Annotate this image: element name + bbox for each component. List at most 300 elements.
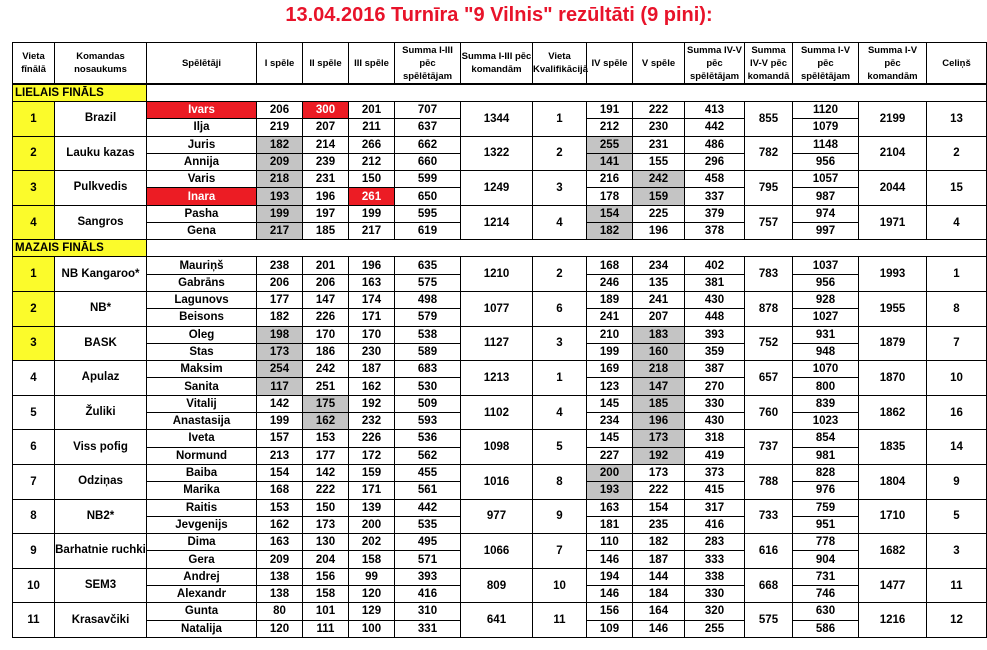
- sum-4-5-player: 338: [685, 568, 745, 585]
- game-4-score: 168: [587, 257, 633, 274]
- game-2-score: 130: [303, 534, 349, 551]
- lane-cell: 5: [927, 499, 987, 534]
- game-2-score: 242: [303, 361, 349, 378]
- player-name: Ivars: [147, 102, 257, 119]
- place-cell: 4: [13, 205, 55, 240]
- game-3-score: 230: [349, 343, 395, 360]
- player-name: Baiba: [147, 464, 257, 481]
- qualification-place: 2: [533, 136, 587, 171]
- game-1-score: 217: [257, 223, 303, 240]
- game-1-score: 219: [257, 119, 303, 136]
- sum-4-5-player: 379: [685, 205, 745, 222]
- sum-4-5-player: 337: [685, 188, 745, 205]
- lane-cell: 3: [927, 534, 987, 569]
- place-cell: 3: [13, 326, 55, 361]
- table-row: [13, 205, 987, 222]
- table-row: [13, 171, 987, 188]
- place-cell: 3: [13, 171, 55, 206]
- game-3-score: 212: [349, 153, 395, 170]
- sum-1-5-player: 759: [793, 499, 859, 516]
- sum-1-5-team: 2104: [859, 136, 927, 171]
- player-name: Stas: [147, 343, 257, 360]
- game-3-score: 211: [349, 119, 395, 136]
- game-1-score: 177: [257, 291, 303, 308]
- sum-4-5-player: 430: [685, 291, 745, 308]
- game-4-score: 169: [587, 361, 633, 378]
- game-2-score: 175: [303, 395, 349, 412]
- player-name: Normund: [147, 447, 257, 464]
- game-1-score: 142: [257, 395, 303, 412]
- header-game-3: III spēle: [349, 43, 395, 85]
- sum-1-3-player: 593: [395, 413, 461, 430]
- game-1-score: 117: [257, 378, 303, 395]
- game-3-score: 170: [349, 326, 395, 343]
- player-name: Alexandr: [147, 586, 257, 603]
- game-2-score: 196: [303, 188, 349, 205]
- game-3-score: 158: [349, 551, 395, 568]
- game-5-score: 218: [633, 361, 685, 378]
- game-3-score: 171: [349, 309, 395, 326]
- sum-1-5-player: 800: [793, 378, 859, 395]
- sum-4-5-player: 330: [685, 586, 745, 603]
- table-row: [13, 361, 987, 378]
- section-small-final-filler: [147, 240, 987, 257]
- header-sum-1-5-team: Summa I-V pēc komandām: [859, 43, 927, 85]
- sum-4-5-player: 415: [685, 482, 745, 499]
- header-place: Vieta fīnālā: [13, 43, 55, 85]
- game-1-score: 218: [257, 171, 303, 188]
- sum-1-5-player: 951: [793, 516, 859, 533]
- sum-1-5-team: 1879: [859, 326, 927, 361]
- header-lane: Celiņš: [927, 43, 987, 85]
- sum-1-5-player: 956: [793, 274, 859, 291]
- sum-1-5-player: 1079: [793, 119, 859, 136]
- sum-4-5-team: 616: [745, 534, 793, 569]
- game-2-score: 150: [303, 499, 349, 516]
- place-cell: 4: [13, 361, 55, 396]
- sum-1-3-player: 660: [395, 153, 461, 170]
- game-2-score: 186: [303, 343, 349, 360]
- game-5-score: 222: [633, 102, 685, 119]
- sum-1-3-player: 637: [395, 119, 461, 136]
- sum-1-5-player: 1023: [793, 413, 859, 430]
- game-4-score: 241: [587, 309, 633, 326]
- sum-1-5-player: 904: [793, 551, 859, 568]
- player-name: Maksim: [147, 361, 257, 378]
- sum-1-3-team: 1213: [461, 361, 533, 396]
- game-3-score: 159: [349, 464, 395, 481]
- sum-1-3-player: 416: [395, 586, 461, 603]
- player-name: Pasha: [147, 205, 257, 222]
- sum-4-5-player: 378: [685, 223, 745, 240]
- sum-4-5-team: 737: [745, 430, 793, 465]
- sum-4-5-player: 402: [685, 257, 745, 274]
- sum-4-5-team: 783: [745, 257, 793, 292]
- lane-cell: 10: [927, 361, 987, 396]
- player-name: Dima: [147, 534, 257, 551]
- team-name: NB Kangaroo*: [55, 257, 147, 292]
- player-name: Beisons: [147, 309, 257, 326]
- table-row: [13, 102, 987, 119]
- game-4-score: 156: [587, 603, 633, 620]
- game-5-score: 146: [633, 620, 685, 637]
- place-cell: 11: [13, 603, 55, 638]
- game-2-score: 101: [303, 603, 349, 620]
- player-name: Jevgenijs: [147, 516, 257, 533]
- team-name: Pulkvedis: [55, 171, 147, 206]
- sum-1-3-player: 589: [395, 343, 461, 360]
- place-cell: 2: [13, 291, 55, 326]
- sum-1-5-player: 630: [793, 603, 859, 620]
- qualification-place: 4: [533, 205, 587, 240]
- game-4-score: 191: [587, 102, 633, 119]
- game-2-score: 142: [303, 464, 349, 481]
- game-2-score: 239: [303, 153, 349, 170]
- lane-cell: 14: [927, 430, 987, 465]
- sum-4-5-team: 782: [745, 136, 793, 171]
- sum-4-5-player: 486: [685, 136, 745, 153]
- game-3-score: 266: [349, 136, 395, 153]
- lane-cell: 8: [927, 291, 987, 326]
- player-name: Anastasija: [147, 413, 257, 430]
- sum-1-3-player: 650: [395, 188, 461, 205]
- game-3-score: 174: [349, 291, 395, 308]
- page-title: 13.04.2016 Turnīra "9 Vilnis" rezūltāti (9 pini):: [285, 4, 713, 26]
- game-4-score: 194: [587, 568, 633, 585]
- game-5-score: 192: [633, 447, 685, 464]
- sum-1-5-player: 731: [793, 568, 859, 585]
- game-1-score: 206: [257, 102, 303, 119]
- qualification-place: 2: [533, 257, 587, 292]
- player-name: Iveta: [147, 430, 257, 447]
- game-5-score: 230: [633, 119, 685, 136]
- player-name: Juris: [147, 136, 257, 153]
- game-4-score: 110: [587, 534, 633, 551]
- qualification-place: 3: [533, 171, 587, 206]
- game-1-score: 199: [257, 413, 303, 430]
- game-2-score: 177: [303, 447, 349, 464]
- game-4-score: 227: [587, 447, 633, 464]
- game-5-score: 182: [633, 534, 685, 551]
- sum-1-3-player: 331: [395, 620, 461, 637]
- section-small-final-row: [13, 240, 987, 257]
- game-1-score: 138: [257, 586, 303, 603]
- sum-4-5-team: 752: [745, 326, 793, 361]
- game-1-score: 182: [257, 309, 303, 326]
- game-5-score: 196: [633, 223, 685, 240]
- game-2-score: 162: [303, 413, 349, 430]
- game-2-score: 207: [303, 119, 349, 136]
- player-name: Sanita: [147, 378, 257, 395]
- player-name: Raitis: [147, 499, 257, 516]
- game-2-score: 158: [303, 586, 349, 603]
- game-4-score: 145: [587, 430, 633, 447]
- game-2-score: 147: [303, 291, 349, 308]
- sum-1-5-team: 1682: [859, 534, 927, 569]
- game-2-score: 231: [303, 171, 349, 188]
- sum-4-5-player: 458: [685, 171, 745, 188]
- place-cell: 8: [13, 499, 55, 534]
- sum-1-3-player: 683: [395, 361, 461, 378]
- sum-1-3-player: 599: [395, 171, 461, 188]
- game-4-score: 255: [587, 136, 633, 153]
- game-5-score: 155: [633, 153, 685, 170]
- sum-1-5-team: 1993: [859, 257, 927, 292]
- sum-1-5-player: 839: [793, 395, 859, 412]
- sum-1-5-player: 778: [793, 534, 859, 551]
- game-3-score: 129: [349, 603, 395, 620]
- place-cell: 9: [13, 534, 55, 569]
- sum-1-5-player: 948: [793, 343, 859, 360]
- game-4-score: 216: [587, 171, 633, 188]
- player-name: Andrej: [147, 568, 257, 585]
- sum-1-3-player: 498: [395, 291, 461, 308]
- header-sum-1-5-player: Summa I-V pēc spēlētājam: [793, 43, 859, 85]
- game-3-score: 226: [349, 430, 395, 447]
- place-cell: 10: [13, 568, 55, 603]
- sum-4-5-team: 657: [745, 361, 793, 396]
- game-3-score: 217: [349, 223, 395, 240]
- lane-cell: 15: [927, 171, 987, 206]
- game-4-score: 141: [587, 153, 633, 170]
- header-sum-4-5-team: Summa IV-V pēc komandā: [745, 43, 793, 85]
- table-row: [13, 395, 987, 412]
- game-4-score: 123: [587, 378, 633, 395]
- lane-cell: 7: [927, 326, 987, 361]
- game-1-score: 80: [257, 603, 303, 620]
- game-3-score: 261: [349, 188, 395, 205]
- game-3-score: 232: [349, 413, 395, 430]
- sum-1-3-player: 530: [395, 378, 461, 395]
- game-5-score: 135: [633, 274, 685, 291]
- sum-1-3-player: 538: [395, 326, 461, 343]
- game-1-score: 153: [257, 499, 303, 516]
- game-4-score: 109: [587, 620, 633, 637]
- game-1-score: 209: [257, 153, 303, 170]
- player-name: Gunta: [147, 603, 257, 620]
- game-2-score: 153: [303, 430, 349, 447]
- sum-4-5-player: 283: [685, 534, 745, 551]
- qualification-place: 10: [533, 568, 587, 603]
- player-name: Gera: [147, 551, 257, 568]
- game-1-score: 168: [257, 482, 303, 499]
- qualification-place: 8: [533, 464, 587, 499]
- game-3-score: 172: [349, 447, 395, 464]
- header-game-5: V spēle: [633, 43, 685, 85]
- sum-1-5-player: 956: [793, 153, 859, 170]
- table-row: [13, 464, 987, 481]
- sum-1-3-player: 635: [395, 257, 461, 274]
- game-5-score: 173: [633, 464, 685, 481]
- lane-cell: 13: [927, 102, 987, 137]
- lane-cell: 16: [927, 395, 987, 430]
- game-2-score: 156: [303, 568, 349, 585]
- game-2-score: 173: [303, 516, 349, 533]
- table-row: [13, 136, 987, 153]
- game-3-score: 99: [349, 568, 395, 585]
- sum-1-5-team: 1804: [859, 464, 927, 499]
- sum-1-5-player: 1120: [793, 102, 859, 119]
- sum-1-5-player: 746: [793, 586, 859, 603]
- game-4-score: 182: [587, 223, 633, 240]
- game-3-score: 187: [349, 361, 395, 378]
- game-5-score: 234: [633, 257, 685, 274]
- lane-cell: 4: [927, 205, 987, 240]
- sum-1-5-team: 1477: [859, 568, 927, 603]
- game-5-score: 164: [633, 603, 685, 620]
- header-sum-1-3-player: Summa I-III pēc spēlētājam: [395, 43, 461, 85]
- sum-1-3-player: 595: [395, 205, 461, 222]
- game-2-score: 111: [303, 620, 349, 637]
- sum-1-5-player: 1057: [793, 171, 859, 188]
- game-5-score: 144: [633, 568, 685, 585]
- sum-4-5-player: 333: [685, 551, 745, 568]
- game-5-score: 207: [633, 309, 685, 326]
- place-cell: 7: [13, 464, 55, 499]
- game-4-score: 146: [587, 551, 633, 568]
- game-5-score: 147: [633, 378, 685, 395]
- game-1-score: 138: [257, 568, 303, 585]
- sum-1-3-team: 1098: [461, 430, 533, 465]
- game-4-score: 212: [587, 119, 633, 136]
- sum-1-3-team: 809: [461, 568, 533, 603]
- section-big-final: LIELAIS FINĀLS: [13, 84, 147, 102]
- sum-1-5-player: 1070: [793, 361, 859, 378]
- sum-4-5-player: 296: [685, 153, 745, 170]
- team-name: Odziņas: [55, 464, 147, 499]
- sum-1-5-team: 2044: [859, 171, 927, 206]
- sum-1-5-player: 981: [793, 447, 859, 464]
- sum-1-3-team: 1127: [461, 326, 533, 361]
- sum-4-5-player: 318: [685, 430, 745, 447]
- game-2-score: 204: [303, 551, 349, 568]
- sum-1-5-team: 1862: [859, 395, 927, 430]
- sum-4-5-player: 320: [685, 603, 745, 620]
- header-team: Komandas nosaukums: [55, 43, 147, 85]
- sum-4-5-player: 413: [685, 102, 745, 119]
- game-4-score: 193: [587, 482, 633, 499]
- game-1-score: 182: [257, 136, 303, 153]
- sum-1-5-team: 1835: [859, 430, 927, 465]
- game-5-score: 242: [633, 171, 685, 188]
- sum-4-5-player: 359: [685, 343, 745, 360]
- game-5-score: 184: [633, 586, 685, 603]
- game-4-score: 178: [587, 188, 633, 205]
- player-name: Varis: [147, 171, 257, 188]
- game-2-score: 197: [303, 205, 349, 222]
- sum-1-5-team: 1710: [859, 499, 927, 534]
- sum-1-5-player: 1148: [793, 136, 859, 153]
- sum-1-5-team: 1955: [859, 291, 927, 326]
- team-name: Sangros: [55, 205, 147, 240]
- sum-4-5-team: 757: [745, 205, 793, 240]
- game-2-score: 226: [303, 309, 349, 326]
- game-3-score: 196: [349, 257, 395, 274]
- sum-4-5-team: 668: [745, 568, 793, 603]
- sum-4-5-player: 330: [685, 395, 745, 412]
- game-1-score: 209: [257, 551, 303, 568]
- sum-1-5-player: 928: [793, 291, 859, 308]
- sum-1-3-player: 509: [395, 395, 461, 412]
- game-2-score: 206: [303, 274, 349, 291]
- game-4-score: 189: [587, 291, 633, 308]
- team-name: Apulaz: [55, 361, 147, 396]
- qualification-place: 9: [533, 499, 587, 534]
- qualification-place: 4: [533, 395, 587, 430]
- sum-1-3-player: 619: [395, 223, 461, 240]
- game-1-score: 157: [257, 430, 303, 447]
- sum-4-5-team: 795: [745, 171, 793, 206]
- game-5-score: 225: [633, 205, 685, 222]
- sum-1-5-player: 974: [793, 205, 859, 222]
- table-row: [13, 499, 987, 516]
- table-row: [13, 568, 987, 585]
- table-row: [13, 326, 987, 343]
- game-1-score: 206: [257, 274, 303, 291]
- player-name: Natalija: [147, 620, 257, 637]
- team-name: Krasavčiki: [55, 603, 147, 638]
- game-2-score: 300: [303, 102, 349, 119]
- sum-4-5-player: 270: [685, 378, 745, 395]
- game-4-score: 246: [587, 274, 633, 291]
- game-1-score: 254: [257, 361, 303, 378]
- game-3-score: 200: [349, 516, 395, 533]
- sum-1-3-team: 1016: [461, 464, 533, 499]
- game-1-score: 199: [257, 205, 303, 222]
- header-row: [13, 43, 987, 85]
- table-row: [13, 430, 987, 447]
- table-row: [13, 291, 987, 308]
- game-3-score: 150: [349, 171, 395, 188]
- sum-1-5-team: 1971: [859, 205, 927, 240]
- game-5-score: 159: [633, 188, 685, 205]
- player-name: Marika: [147, 482, 257, 499]
- game-3-score: 162: [349, 378, 395, 395]
- table-row: [13, 603, 987, 620]
- player-name: Oleg: [147, 326, 257, 343]
- sum-4-5-player: 381: [685, 274, 745, 291]
- game-1-score: 162: [257, 516, 303, 533]
- game-1-score: 198: [257, 326, 303, 343]
- game-4-score: 181: [587, 516, 633, 533]
- team-name: SEM3: [55, 568, 147, 603]
- lane-cell: 9: [927, 464, 987, 499]
- sum-1-3-team: 1322: [461, 136, 533, 171]
- sum-4-5-player: 419: [685, 447, 745, 464]
- team-name: Žuliki: [55, 395, 147, 430]
- qualification-place: 7: [533, 534, 587, 569]
- game-1-score: 173: [257, 343, 303, 360]
- player-name: Gena: [147, 223, 257, 240]
- qualification-place: 11: [533, 603, 587, 638]
- sum-1-3-player: 662: [395, 136, 461, 153]
- game-1-score: 120: [257, 620, 303, 637]
- sum-1-5-player: 1037: [793, 257, 859, 274]
- game-2-score: 185: [303, 223, 349, 240]
- sum-1-3-player: 562: [395, 447, 461, 464]
- place-cell: 1: [13, 102, 55, 137]
- game-3-score: 201: [349, 102, 395, 119]
- team-name: BASK: [55, 326, 147, 361]
- qualification-place: 6: [533, 291, 587, 326]
- place-cell: 1: [13, 257, 55, 292]
- section-big-final-row: [13, 84, 987, 102]
- player-name: Mauriņš: [147, 257, 257, 274]
- team-name: NB*: [55, 291, 147, 326]
- team-name: Barhatnie ruchki: [55, 534, 147, 569]
- sum-1-3-player: 535: [395, 516, 461, 533]
- game-1-score: 154: [257, 464, 303, 481]
